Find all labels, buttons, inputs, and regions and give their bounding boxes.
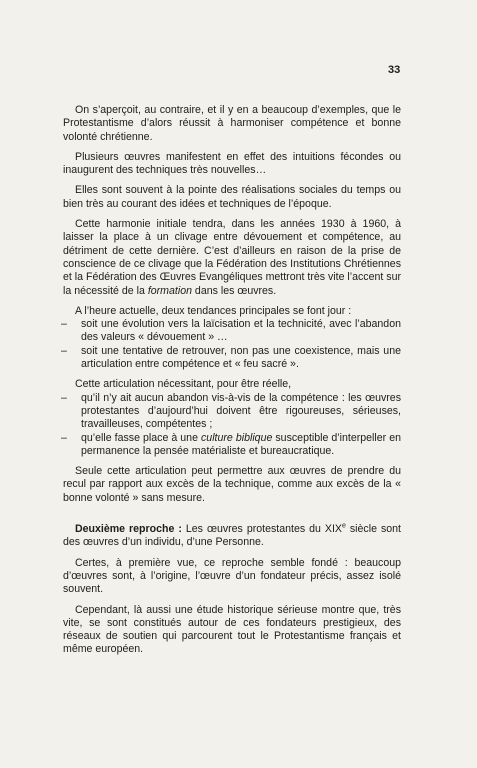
list-item-text-b: susceptible d’interpeller en permanence la pensée matérialiste et bureaucratique. xyxy=(81,431,401,457)
paragraph-4 xyxy=(63,218,401,298)
list-item-text: soit une tentative de retrouver, non pas une coexistence, mais une articulation entre compétence et « feu sacré ». xyxy=(81,344,401,371)
paragraph-4-text-b: dans les œuvres. xyxy=(191,284,277,297)
paragraph-4-text-a: Cette harmonie initiale tendra, dans les années 1930 à 1960, à laisser la place à un clivage entre dévouement et compétence, au détriment de cette dernière. C’est d’ailleurs en raison de la prise de conscience de ce clivage que la Fédération des Institutions Chrétiennes et la Fédération des Œuvres Evangéliques mettront très vite l’accent sur la nécessité de la xyxy=(63,218,401,297)
tendencies-list xyxy=(63,318,401,371)
paragraph-8 xyxy=(63,523,401,550)
paragraph-8-text-a: Les œuvres protestantes du XIX xyxy=(181,523,342,536)
paragraph-2: Plusieurs œuvres manifestent en effet des intuitions fécondes ou inaugurent des techniques très nouvelles… xyxy=(63,150,401,177)
paragraph-9: Certes, à première vue, ce reproche semble fondé : beaucoup d’œuvres sont, à l’origine, l’œuvre d’un fondateur précis, assez isolé souvent. xyxy=(63,556,401,596)
paragraph-3: Elles sont souvent à la pointe des réalisations sociales du temps ou bien très au courant des idées et techniques de l’époque. xyxy=(63,184,401,210)
list-item-text-a: qu’elle fasse place à une xyxy=(81,431,201,444)
section-heading: Deuxième reproche : xyxy=(75,523,182,536)
paragraph-4-italic: formation xyxy=(147,284,192,297)
list-item: – soit une tentative de retrouver, non pas une coexistence, mais une articulation entre compétence et « feu sacré ». xyxy=(61,344,401,371)
paragraph-5: A l’heure actuelle, deux tendances principales se font jour : xyxy=(75,304,352,317)
paragraph-6: Cette articulation nécessitant, pour être réelle, xyxy=(75,378,292,391)
list-item: – qu’elle fasse place à une culture biblique susceptible d’interpeller en permanence la pensée matérialiste et bureaucratique. xyxy=(61,431,401,457)
list-item: – qu’il n’y ait aucun abandon vis-à-vis de la compétence : les œuvres protestantes d’aujourd’hui doivent être rigoureuses, sérieuses, travailleuses, compétentes ; xyxy=(61,391,401,431)
conditions-list xyxy=(63,392,401,458)
list-item: – soit une évolution vers la laïcisation et la technicité, avec l’abandon des valeurs « dévouement » … xyxy=(61,318,401,344)
superscript: e xyxy=(341,522,346,530)
paragraph-7: Seule cette articulation peut permettre aux œuvres de prendre du recul par rapport aux excès de la technique, comme aux excès de la « bonne volonté » sans mesure. xyxy=(63,465,401,504)
paragraph-10: Cependant, là aussi une étude historique sérieuse montre que, très vite, se sont constitués autour de ces fondateurs prestigieux, des réseaux de soutien qui parcourent tout le Protestantisme français et même européen. xyxy=(63,603,401,656)
list-item-text: soit une évolution vers la laïcisation et la technicité, avec l’abandon des valeurs « dévouement » … xyxy=(81,318,401,344)
page-number: 33 xyxy=(388,64,401,76)
body-text xyxy=(63,104,401,664)
paragraph-8-text-b: siècle sont des œuvres d’un individu, d’une Personne. xyxy=(63,523,401,549)
paragraph-1: On s’aperçoit, au contraire, et il y en a beaucoup d’exemples, que le Protestantisme d’alors réussit à harmoniser compétence et bonne volonté chrétienne. xyxy=(63,104,401,143)
list-item-text: qu’il n’y ait aucun abandon vis-à-vis de la compétence : les œuvres protestantes d’aujourd’hui doivent être rigoureuses, sérieuses, travailleuses, compétentes ; xyxy=(81,391,401,431)
list-item-italic: culture biblique xyxy=(201,431,273,444)
